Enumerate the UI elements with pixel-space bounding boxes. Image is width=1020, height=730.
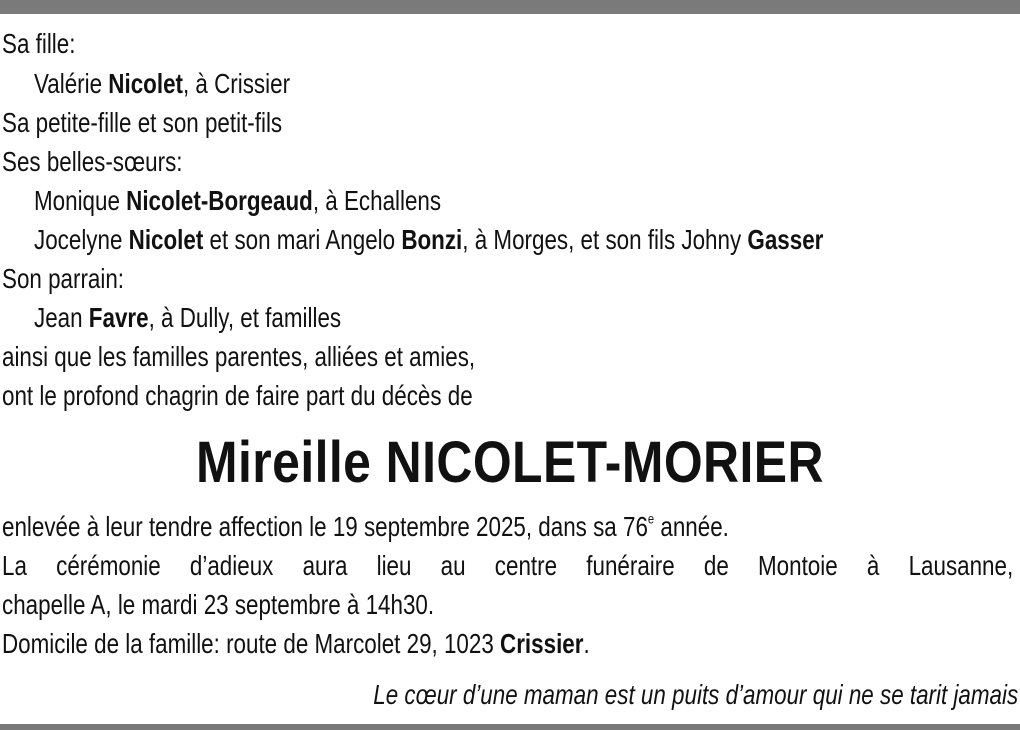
- relatives-line: ainsi que les familles parentes, alliées et amies,: [2, 341, 476, 372]
- ordinal-suffix: e: [647, 510, 655, 527]
- belles-soeurs-heading: Ses belles-sœurs:: [2, 146, 183, 177]
- jocelyne-line: Jocelyne Nicolet et son mari Angelo Bonzi, à Morges, et son fils Johny Gasser: [34, 224, 824, 255]
- announcement-line: ont le profond chagrin de faire part du décès de: [2, 380, 473, 411]
- monique-line: Monique Nicolet-Borgeaud, à Echallens: [34, 185, 442, 216]
- bottom-rule: [0, 724, 1020, 730]
- deceased-name: Mireille NICOLET-MORIER: [196, 430, 824, 495]
- ceremony-line-2: chapelle A, le mardi 23 septembre à 14h30.: [2, 589, 435, 620]
- top-rule: [0, 0, 1020, 14]
- fille-line: Valérie Nicolet, à Crissier: [34, 68, 291, 99]
- motto-quote: Le cœur d’une maman est un puits d’amour qui ne se tarit jamais: [373, 679, 1018, 710]
- fille-heading: Sa fille:: [2, 28, 76, 59]
- domicile-line: Domicile de la famille: route de Marcolet 29, 1023 Crissier.: [2, 628, 590, 659]
- ceremony-line-1: La cérémonie d’adieux aura lieu au centre funéraire de Montoie à Lausanne,: [2, 550, 1014, 581]
- grandchildren-line: Sa petite-fille et son petit-fils: [2, 107, 283, 138]
- parrain-line: Jean Favre, à Dully, et familles: [34, 302, 342, 333]
- parrain-heading: Son parrain:: [2, 263, 125, 294]
- death-line: enlevée à leur tendre affection le 19 septembre 2025, dans sa 76e année.: [2, 510, 729, 542]
